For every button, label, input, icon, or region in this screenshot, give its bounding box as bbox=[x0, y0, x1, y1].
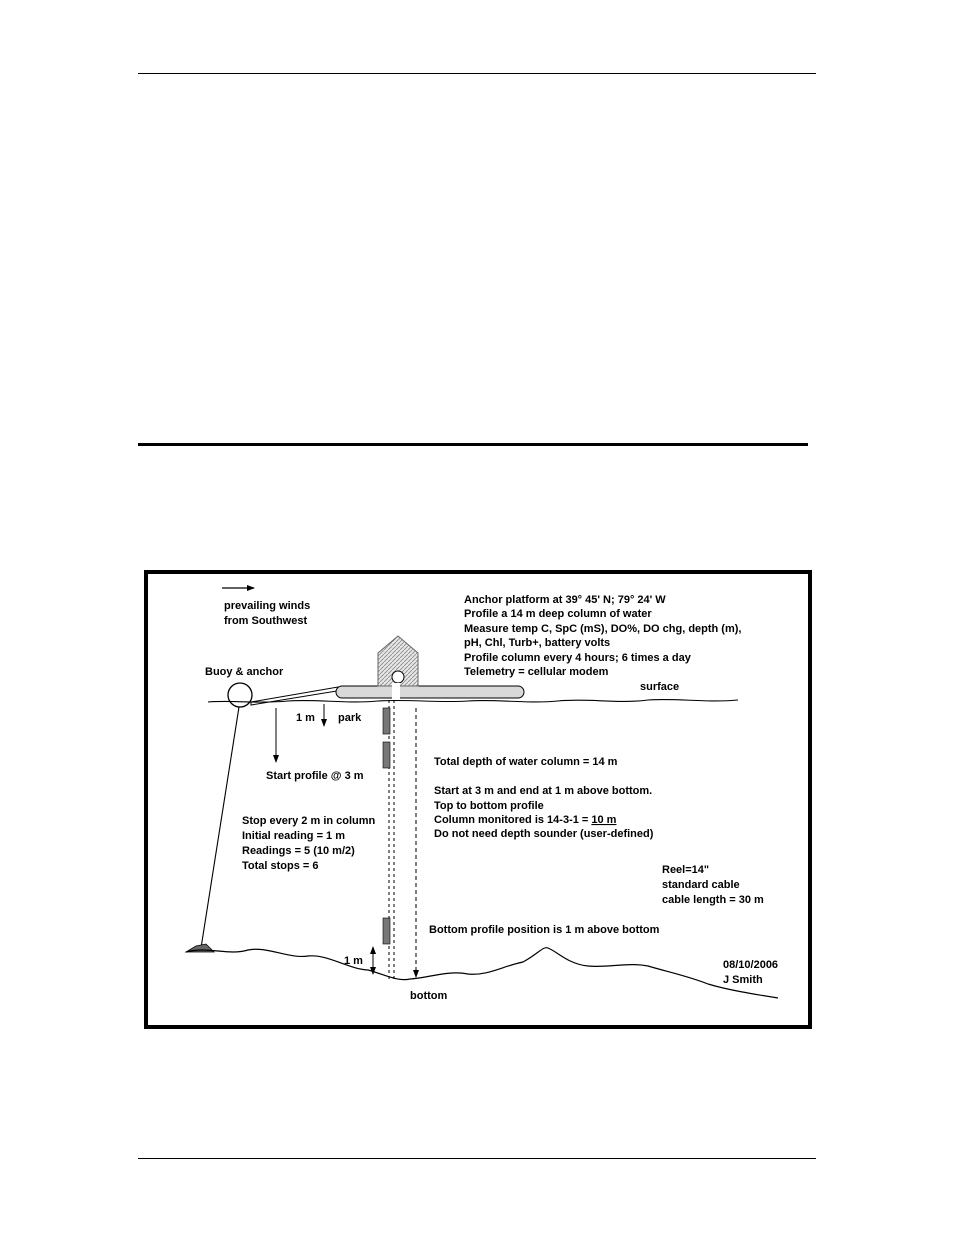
cable-well bbox=[392, 683, 400, 699]
reel-line: standard cable bbox=[662, 879, 740, 891]
lake-bottom-line bbox=[186, 948, 778, 998]
column-monitored-prefix: Column monitored is 14-3-1 = bbox=[434, 814, 592, 826]
info-line: Profile a 14 m deep column of water bbox=[464, 608, 652, 620]
buoy-label: Buoy & anchor bbox=[205, 666, 284, 678]
info-line: Measure temp C, SpC (mS), DO%, DO chg, depth (m), bbox=[464, 623, 742, 635]
depth-sounder-line: Do not need depth sounder (user-defined) bbox=[434, 828, 654, 840]
info-line: Profile column every 4 hours; 6 times a day bbox=[464, 652, 691, 664]
park-depth-label: 1 m bbox=[296, 712, 315, 724]
author-label: J Smith bbox=[723, 974, 763, 986]
sonde-position-marker bbox=[383, 918, 390, 944]
stop-line: Readings = 5 (10 m/2) bbox=[242, 845, 355, 857]
stop-info-block bbox=[242, 815, 376, 872]
start-profile-label: Start profile @ 3 m bbox=[266, 770, 364, 782]
start-end-line: Top to bottom profile bbox=[434, 800, 544, 812]
surface-label: surface bbox=[640, 681, 680, 693]
stop-line: Initial reading = 1 m bbox=[242, 830, 346, 842]
header-rule bbox=[138, 73, 816, 74]
water-surface-line bbox=[208, 700, 738, 703]
mooring-line bbox=[201, 707, 239, 948]
footer-rule bbox=[138, 1158, 816, 1159]
info-line: Anchor platform at 39° 45' N; 79° 24' W bbox=[464, 594, 666, 606]
cable-reel-icon bbox=[392, 671, 404, 683]
reel-info-block bbox=[662, 864, 764, 906]
stop-line: Total stops = 6 bbox=[242, 860, 319, 872]
bottom-label: bottom bbox=[410, 990, 448, 1002]
section-divider bbox=[138, 443, 808, 446]
profiler-diagram bbox=[148, 574, 808, 1025]
park-label: park bbox=[338, 712, 362, 724]
column-monitored-value: 10 m bbox=[591, 814, 617, 826]
info-line: pH, Chl, Turb+, battery volts bbox=[464, 637, 611, 649]
profiler-diagram-frame bbox=[144, 570, 812, 1029]
reel-line: cable length = 30 m bbox=[662, 894, 764, 906]
bottom-offset-label: 1 m bbox=[344, 955, 363, 967]
sonde-position-marker bbox=[383, 708, 390, 734]
sonde-position-marker bbox=[383, 742, 390, 768]
bottom-profile-label: Bottom profile position is 1 m above bottom bbox=[429, 924, 660, 936]
info-line: Telemetry = cellular modem bbox=[464, 666, 609, 678]
wind-label-line1: prevailing winds bbox=[224, 600, 311, 612]
date-label: 08/10/2006 bbox=[723, 959, 779, 971]
total-depth-label: Total depth of water column = 14 m bbox=[434, 756, 618, 768]
buoy-icon bbox=[228, 683, 252, 707]
reel-line: Reel=14" bbox=[662, 864, 710, 876]
platform-info-block bbox=[464, 594, 741, 678]
stop-line: Stop every 2 m in column bbox=[242, 815, 376, 827]
platform-pontoon bbox=[336, 686, 524, 698]
column-monitored-line bbox=[434, 814, 617, 826]
wind-label-line2: from Southwest bbox=[224, 615, 308, 627]
start-end-line: Start at 3 m and end at 1 m above bottom. bbox=[434, 785, 653, 797]
